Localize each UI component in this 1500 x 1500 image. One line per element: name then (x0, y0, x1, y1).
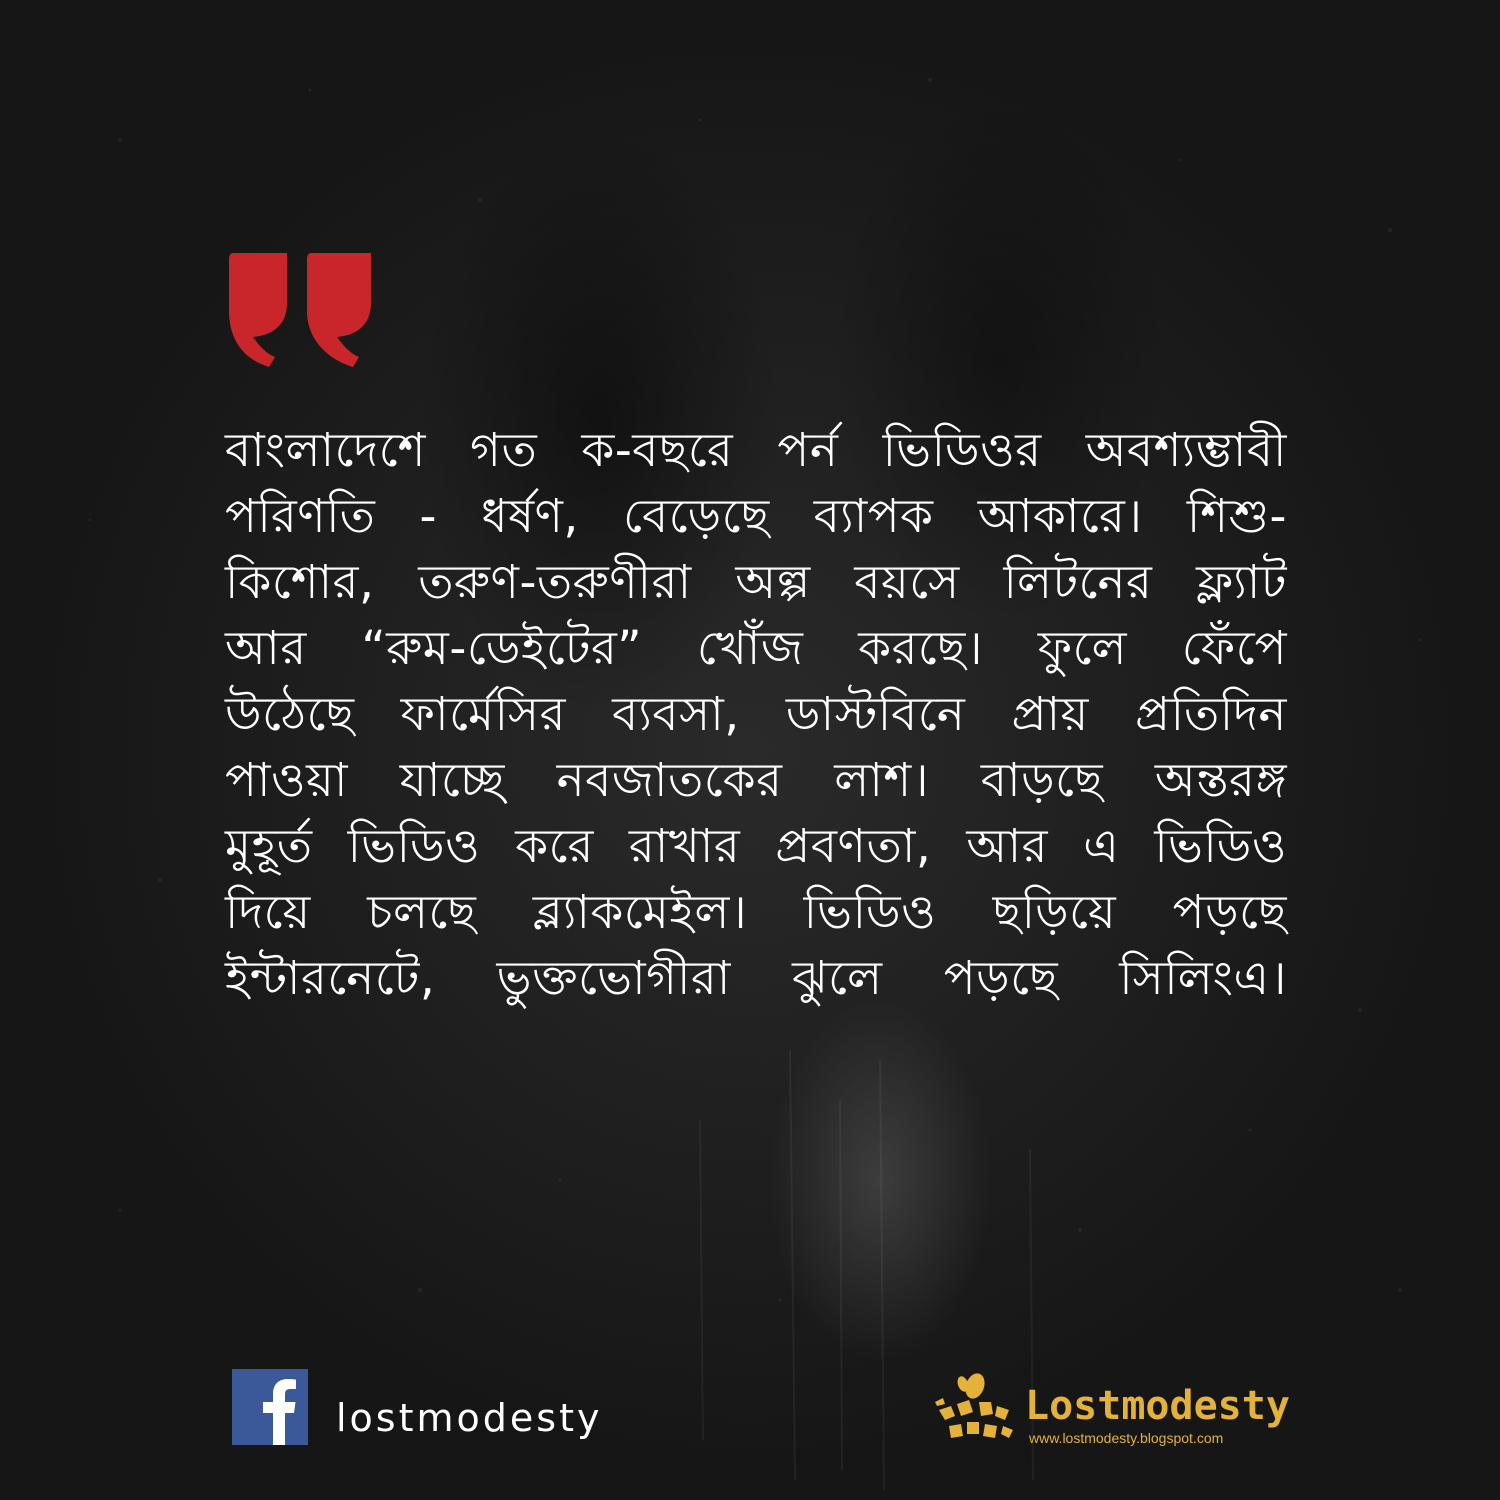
facebook-icon[interactable] (232, 1369, 308, 1445)
brand-url[interactable]: www.lostmodesty.blogspot.com (1029, 1430, 1224, 1446)
quote-line: কিশোর, তরুণ-তরুণীরা অল্প বয়সে লিটনের ফ্ল্যাট (225, 555, 1287, 610)
quote-line: ইন্টারনেটে, ভুক্তভোগীরা ঝুলে পড়ছে সিলিংএ। (225, 951, 1287, 1006)
quote-line: মুহূর্ত ভিডিও করে রাখার প্রবণতা, আর এ ভিডিও (225, 819, 1287, 874)
quote-open-icon (225, 245, 375, 370)
quote-line: দিয়ে চলছে ব্ল্যাকমেইল। ভিডিও ছড়িয়ে পড়ছে (225, 885, 1287, 940)
quote-line: পরিণতি - ধর্ষণ, বেড়েছে ব্যাপক আকারে। শিশু- (225, 489, 1287, 544)
quote-line: আর “রুম-ডেইটের” খোঁজ করছে। ফুলে ফেঁপে (225, 621, 1287, 676)
brand-name: Lostmodesty (1025, 1383, 1290, 1429)
facebook-handle[interactable]: lostmodesty (336, 1396, 603, 1440)
quote-line: বাংলাদেশে গত ক-বছরে পর্ন ভিডিওর অবশ্যম্ভাবী (225, 423, 1287, 478)
quote-line: পাওয়া যাচ্ছে নবজাতকের লাশ। বাড়ছে অন্তরঙ্গ (225, 753, 1287, 808)
quote-line: উঠেছে ফার্মেসির ব্যবসা, ডাস্টবিনে প্রায় প্রতিদিন (225, 687, 1287, 742)
leaf-logo-icon (933, 1372, 1019, 1450)
brand-logo (933, 1372, 1290, 1450)
quote-body (225, 418, 1287, 1012)
facebook-link[interactable] (232, 1369, 602, 1445)
